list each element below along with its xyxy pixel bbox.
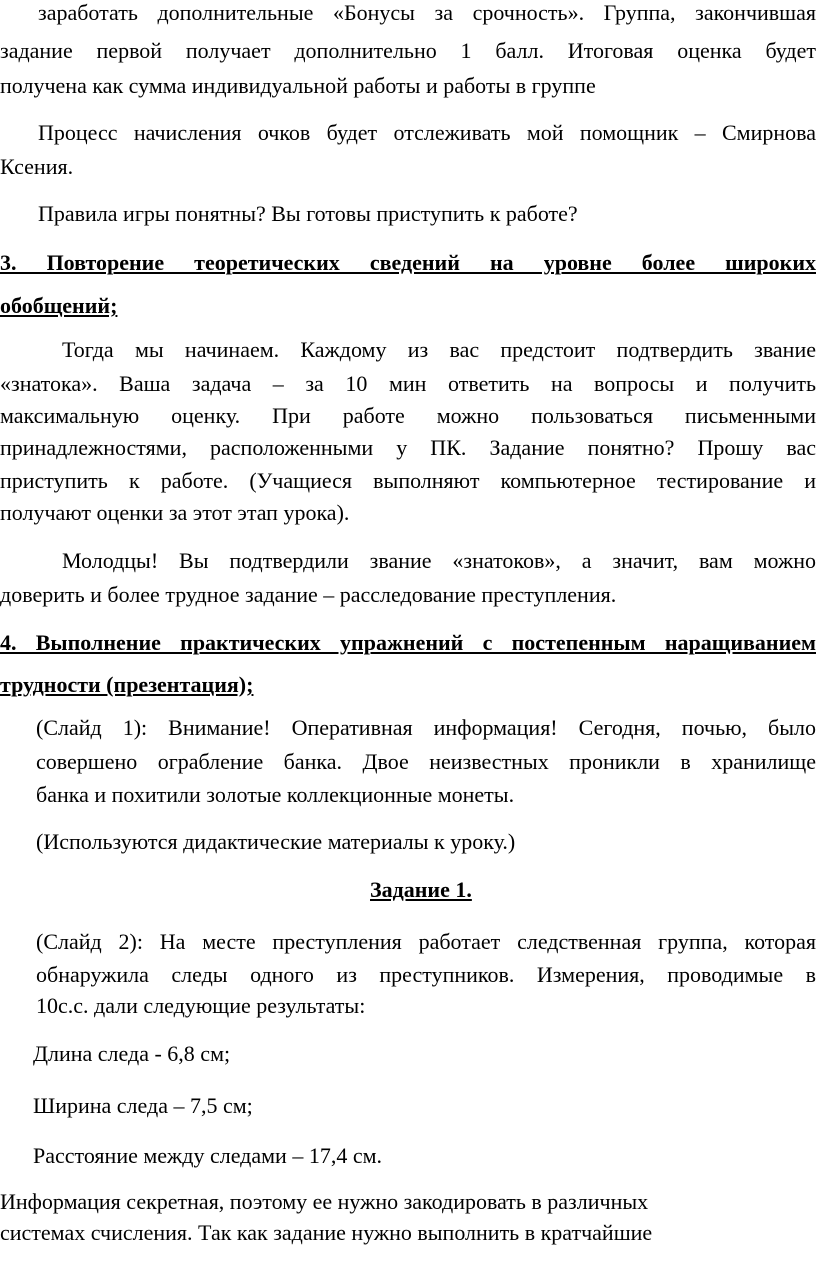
- paragraph-line: (Слайд 1): Внимание! Оперативная информация! Сегодня, почью, было: [36, 715, 816, 740]
- paragraph-line: «знатока». Ваша задача – за 10 мин ответить на вопросы и получить: [0, 371, 816, 396]
- paragraph-line: доверить и более трудное задание – расследование преступления.: [0, 582, 617, 607]
- paragraph-line: максимальную оценку. При работе можно пользоваться письменными: [0, 403, 816, 428]
- paragraph-line: обнаружила следы одного из преступников. Измерения, проводимые в: [36, 962, 816, 987]
- paragraph-line: (Используются дидактические материалы к уроку.): [36, 829, 516, 854]
- paragraph-line: Правила игры понятны? Вы готовы приступить к работе?: [38, 201, 578, 226]
- task-title: Задание 1.: [370, 877, 472, 902]
- measurement-distance: Расстояние между следами – 17,4 см.: [33, 1143, 383, 1168]
- paragraph-line: приступить к работе. (Учащиеся выполняют компьютерное тестирование и: [0, 468, 816, 493]
- paragraph-line: банка и похитили золотые коллекционные монеты.: [36, 782, 515, 807]
- paragraph-line: получают оценки за этот этап урока).: [0, 500, 350, 525]
- paragraph-line: Тогда мы начинаем. Каждому из вас предстоит подтвердить звание: [62, 337, 816, 362]
- paragraph-line: Информация секретная, поэтому ее нужно закодировать в различных: [0, 1189, 649, 1214]
- section-heading-4: 4. Выполнение практических упражнений с постепенным наращиванием: [0, 630, 816, 655]
- paragraph-line: 10с.с. дали следующие результаты:: [36, 993, 366, 1018]
- paragraph-line: Ксения.: [0, 154, 74, 179]
- paragraph-line: Процесс начисления очков будет отслеживать мой помощник – Смирнова: [38, 120, 816, 145]
- paragraph-line: (Слайд 2): На месте преступления работает следственная группа, которая: [36, 929, 816, 954]
- section-heading-4-cont: трудности (презентация);: [0, 672, 254, 697]
- measurement-length: Длина следа - 6,8 см;: [33, 1041, 231, 1066]
- paragraph-line: получена как сумма индивидуальной работы и работы в группе: [0, 73, 596, 98]
- measurement-width: Ширина следа – 7,5 см;: [33, 1093, 253, 1118]
- section-heading-3-cont: обобщений;: [0, 293, 118, 318]
- paragraph-line: системах счисления. Так как задание нужно выполнить в кратчайшие: [0, 1220, 653, 1245]
- paragraph-line: принадлежностями, расположенными у ПК. Задание понятно? Прошу вас: [0, 435, 816, 460]
- section-heading-3: 3. Повторение теоретических сведений на уровне более широких: [0, 250, 816, 275]
- paragraph-line: задание первой получает дополнительно 1 балл. Итоговая оценка будет: [0, 38, 816, 63]
- paragraph-line: заработать дополнительные «Бонусы за срочность». Группа, закончившая: [38, 0, 816, 25]
- paragraph-line: совершено ограбление банка. Двое неизвестных проникли в хранилище: [36, 749, 816, 774]
- paragraph-line: Молодцы! Вы подтвердили звание «знатоков», а значит, вам можно: [62, 548, 816, 573]
